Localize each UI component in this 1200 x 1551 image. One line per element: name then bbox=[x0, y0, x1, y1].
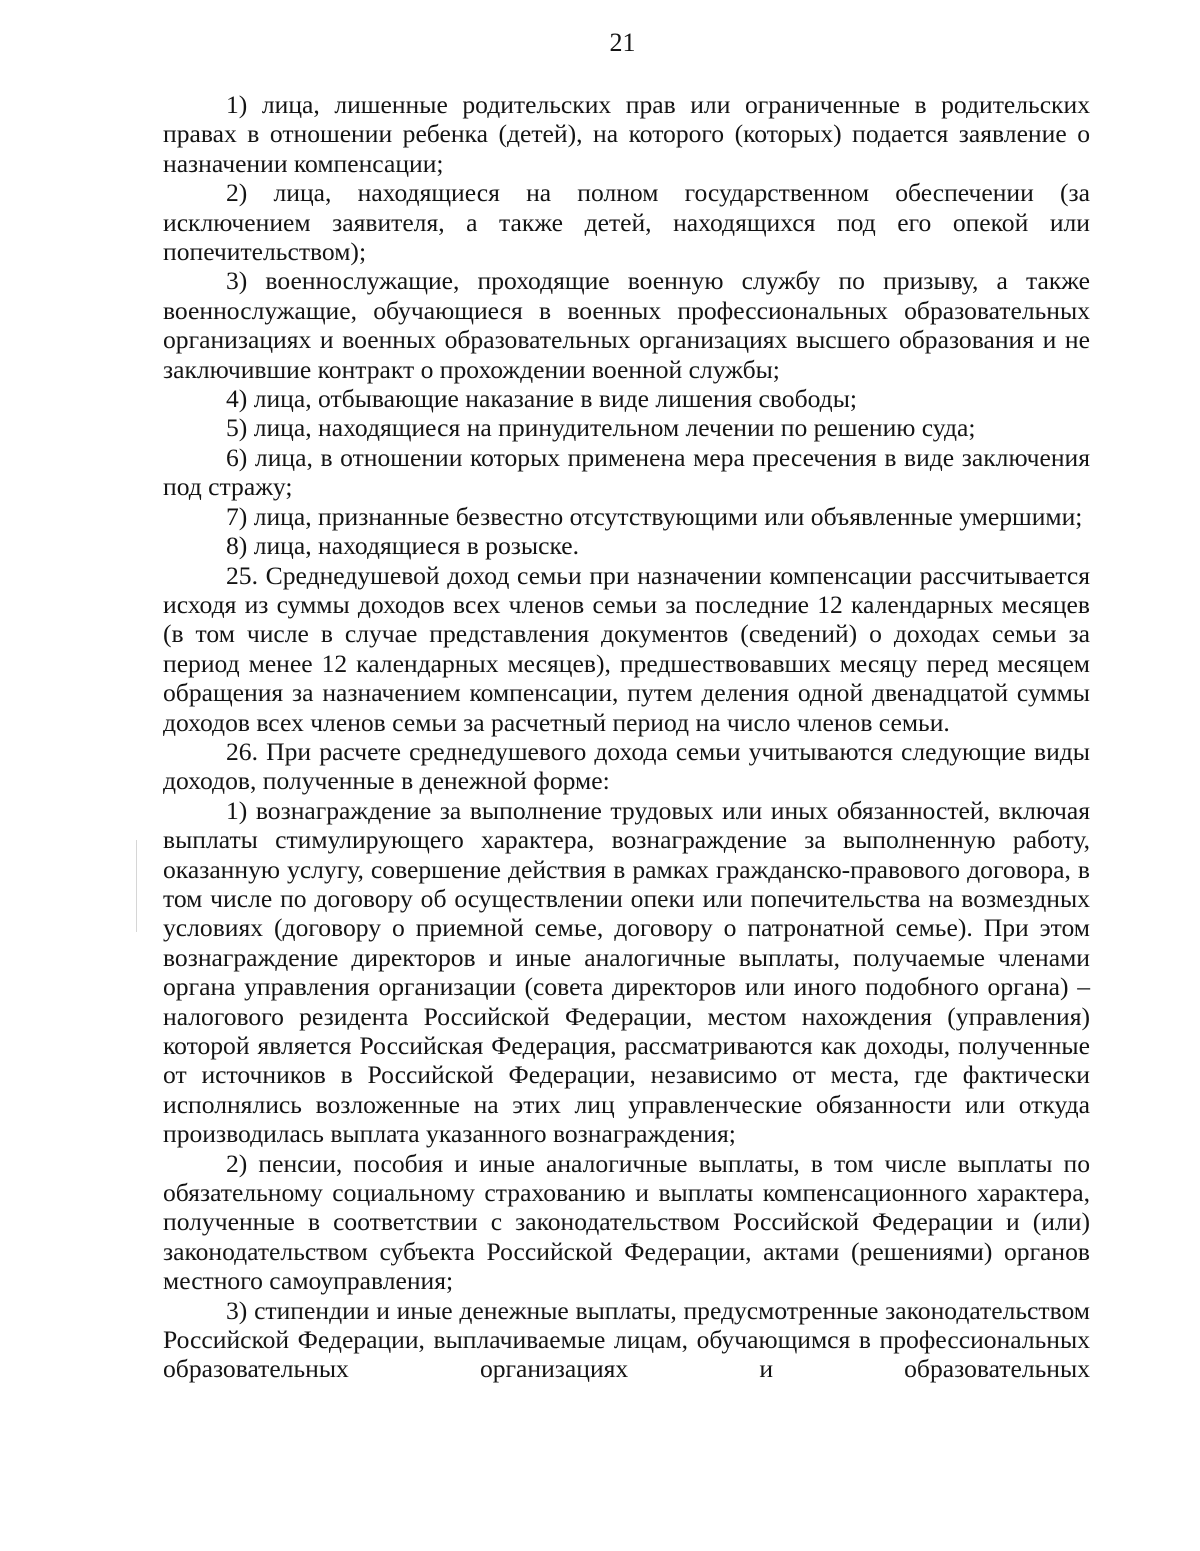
clause-25-average-income: 25. Среднедушевой доход семьи при назначении компенсации рассчитывается исходя из суммы доходов всех членов семьи за последние 12 календарных месяцев (в том числе в случае представления документов (сведений) о доходах семьи за период менее 12 календарных месяцев), предшествовавших месяцу перед месяцем обращения за назначением компенсации, путем деления одной двенадцатой суммы доходов всех членов семьи за расчетный период на число членов семьи. bbox=[163, 560, 1090, 737]
list-item-1-deprived-parental-rights: 1) лица, лишенные родительских прав или ограниченные в родительских правах в отношении ребенка (детей), на которого (которых) подается заявление о назначении компенсации; bbox=[163, 90, 1090, 178]
list-item-4-imprisonment: 4) лица, отбывающие наказание в виде лишения свободы; bbox=[226, 384, 857, 414]
page-number: 21 bbox=[609, 28, 636, 57]
list-item-8-wanted: 8) лица, находящиеся в розыске. bbox=[226, 531, 580, 561]
list-item-6-custody: 6) лица, в отношении которых применена мера пресечения в виде заключения под стражу; bbox=[163, 442, 1090, 502]
income-item-3-scholarships: 3) стипендии и иные денежные выплаты, предусмотренные законодательством Российской Федерации, выплачиваемые лицам, обучающимся в профессиональных образовательных организациях и образовательных bbox=[163, 1295, 1090, 1384]
scan-artifact-line bbox=[136, 840, 137, 932]
list-item-2-state-support: 2) лица, находящиеся на полном государственном обеспечении (за исключением заявителя, а также детей, находящихся под его опекой или попечительством); bbox=[163, 178, 1090, 267]
income-item-1-remuneration: 1) вознаграждение за выполнение трудовых или иных обязанностей, включая выплаты стимулирующего характера, вознаграждение за выполненную работу, оказанную услугу, совершение действия в рамках гражданско-правового договора, в том числе по договору об осуществлении опеки или попечительства на возмездных условиях (договору о приемной семье, договору о патронатной семье). При этом вознаграждение директоров и иные аналогичные выплаты, получаемые членами органа управления организации (совета директоров или иного подобного органа) – налогового резидента Российской Федерации, местом нахождения (управления) которой является Российская Федерация, рассматриваются как доходы, полученные от источников в Российской Федерации, независимо от места, где фактически исполнялись возложенные на этих лиц управленческие обязанности или откуда производилась выплата указанного вознаграждения; bbox=[163, 795, 1090, 1149]
list-item-5-compulsory-treatment: 5) лица, находящиеся на принудительном лечении по решению суда; bbox=[226, 413, 976, 443]
list-item-3-military-service: 3) военнослужащие, проходящие военную службу по призыву, а также военнослужащие, обучающиеся в военных профессиональных образовательных организациях и военных образовательных организациях высшего образования и не заключившие контракт о прохождении военной службы; bbox=[163, 266, 1090, 384]
income-item-2-pensions-benefits: 2) пенсии, пособия и иные аналогичные выплаты, в том числе выплаты по обязательному социальному страхованию и выплаты компенсационного характера, полученные в соответствии с законодательством Российской Федерации и (или) законодательством субъекта Российской Федерации, актами (решениями) органов местного самоуправления; bbox=[163, 1148, 1090, 1296]
clause-26-income-types: 26. При расчете среднедушевого дохода семьи учитываются следующие виды доходов, полученные в денежной форме: bbox=[163, 736, 1090, 796]
list-item-7-missing-or-deceased: 7) лица, признанные безвестно отсутствующими или объявленные умершими; bbox=[226, 501, 1083, 531]
document-body bbox=[163, 90, 1090, 1384]
